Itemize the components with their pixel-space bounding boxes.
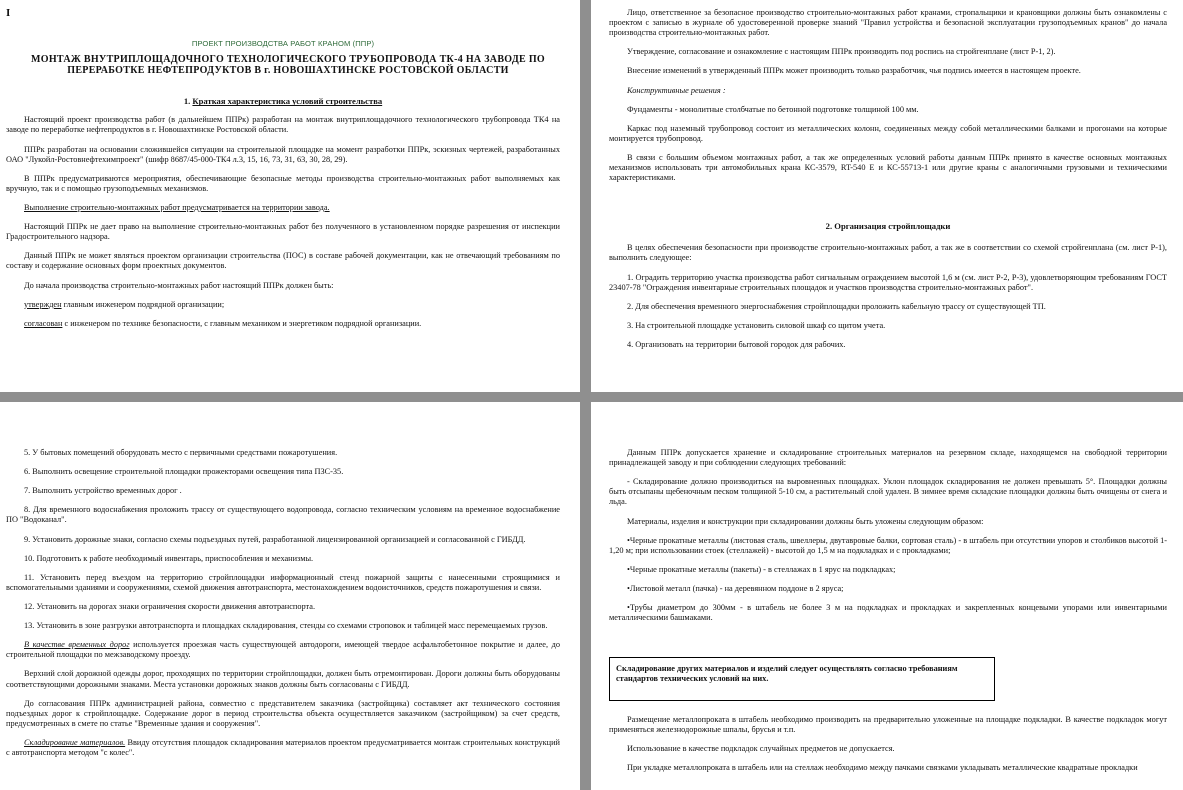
paragraph: Внесение изменений в утвержденный ППРк может производить только разработчик, чья подпись имеется в настоящем проекте. [627, 66, 1081, 76]
document-label: ПРОЕКТ ПРОИЗВОДСТВА РАБОТ КРАНОМ (ППР) [191, 39, 375, 48]
paragraph: Каркас под наземный трубопровод состоит из металлических колонн, соединенных между собой металлическими балками и прогонами на которые монтируется трубопровод. [609, 123, 1167, 143]
document-title: МОНТАЖ ВНУТРИПЛОЩАДОЧНОГО ТЕХНОЛОГИЧЕСКОГО ТРУБОПРОВОДА ТК-4 НА ЗАВОДЕ ПО ПЕРЕРАБОТКЕ НЕФТЕПРОДУКТОВ В г. НОВОШАХТИНСКЕ РОСТОВСКОЙ ОБЛАСТИ [31, 54, 545, 77]
paragraph: 4. Организовать на территории бытовой городок для рабочих. [627, 339, 846, 349]
paragraph [6, 319, 560, 329]
paragraph: 6. Выполнить освещение строительной площадки прожекторами освещения типа ПЗС-35. [24, 467, 344, 477]
paragraph [6, 640, 560, 660]
paragraph: 8. Для временного водоснабжения проложить трассу от существующего водопровода, согласно техническим условиям на временное водоснабжение ПО "Водоканал". [6, 505, 560, 525]
underlined-term: Складирование материалов. [24, 737, 126, 747]
paragraph: 3. На строительной площадке установить силовой шкаф со щитом учета. [627, 320, 886, 330]
paragraph: 9. Установить дорожные знаки, согласно схемы подъездных путей, разработанной лицензированной организацией и согласованной с ГИБДД. [24, 534, 526, 544]
section-title: Краткая характеристика условий строительства [192, 96, 383, 107]
paragraph-text: используется проезжая часть существующей автодороги, имеющей твердое асфальтобетонное покрытие и далее, до строительной площадки по межзаводскому проезду. [6, 640, 560, 660]
document-page-2 [591, 0, 1183, 392]
paragraph: 11. Установить перед въездом на территорию стройплощадки информационный стенд пожарной защиты с нанесенными строящимися и вспомогательными зданиями и сооружениями, схемой движения автотранспорта, местонахождением водоисточников, средств пожаротушения и связи. [6, 572, 560, 592]
paragraph: 5. У бытовых помещений оборудовать место с первичными средствами пожаротушения. [24, 448, 338, 457]
paragraph: 10. Подготовить к работе необходимый инвентарь, приспособления и механизмы. [24, 553, 314, 563]
paragraph: - Складирование должно производиться на выровненных площадках. Уклон площадок складирования не должен превышать 5°. Площадки должны быть отсыпаны щебеночным песком толщиной 5-10 см, а растительный слой удален. В зимнее время складские площадки должны быть очищены от снега и льда. [609, 477, 1167, 507]
paragraph-text: главным инженером подрядной организации; [61, 299, 225, 309]
paragraph-text: Ввиду отсутствия площадок складирования материалов проектом предусматривается монтаж строительных конструкций с автотранспорта методом "с колес". [6, 737, 560, 758]
paragraph: Верхний слой дорожной одежды дорог, проходящих по территории стройплощадки, должен быть отремонтирован. Дороги должны быть оборудованы соответствующими дорожными знаками. Места установки дорожных знаков должны быть согласованы с ГИБДД. [6, 669, 560, 689]
paragraph: Выполнение строительно-монтажных работ предусматривается на территории завода. [24, 203, 330, 213]
paragraph: Конструктивные решения : [627, 85, 726, 95]
paragraph: 7. Выполнить устройство временных дорог . [24, 486, 182, 496]
underlined-term: В качестве временных дорог [24, 640, 130, 650]
section-number: 2. [825, 221, 833, 232]
paragraph: Утверждение, согласование и ознакомление с настоящим ППРк производить под роспись на стройгенплане (лист Р-1, 2). [627, 47, 1056, 57]
section-1-heading [6, 96, 560, 106]
paragraph: При укладке металлопроката в штабель или на стеллаж необходимо между пачками связками укладывать металлические квадратные прокладки [627, 762, 1138, 772]
paragraph: До согласования ППРк администрацией района, совместно с представителем заказчика (застройщика) составляет акт технического состояния подъездных дорог к стройплощадке. Содержание дорог в период строительства объекта осуществляется заказчиком (застройщиком) за счет средств, предусмотренных в смете по статье "Временные здания и сооружения". [6, 698, 560, 728]
paragraph [6, 300, 560, 310]
paragraph: Данным ППРк допускается хранение и складирование строительных материалов на резервном складе, находящемся на свободной территории принадлежащей заводу и при соблюдении следующих требований: [609, 448, 1167, 468]
bullet-item: •Трубы диаметром до 300мм - в штабель не более 3 м на подкладках и прокладках и закрепленных концевыми упорами или инвентарными металлическими башмаками. [609, 603, 1167, 623]
underlined-term: согласован [24, 318, 63, 328]
section-2-heading [609, 221, 1167, 231]
document-page-3 [0, 402, 580, 790]
bullet-item: •Черные прокатные металлы (пакеты) - в стеллажах в 1 ярус на подкладках; [627, 564, 896, 574]
paragraph: 12. Установить на дорогах знаки ограничения скорости движения автотранспорта. [24, 601, 316, 611]
paragraph: ППРк разработан на основании сложившейся ситуации на строительной площадке на момент разработки ППРк, эскизных чертежей, разработанных ОАО "Лукойл-Ростовнефтехимпроект" (шифр 8687/45-000-ТК4 л.3, 15, 16, 73, 31, 63, 30, 28, 29). [6, 144, 560, 164]
document-page-1 [0, 0, 580, 392]
section-number: 1. [183, 96, 191, 107]
paragraph: Использование в качестве подкладок случайных предметов не допускается. [627, 743, 895, 753]
paragraph: В ППРк предусматриваются мероприятия, обеспечивающие безопасные методы производства строительно-монтажных работ выполняемых как вручную, так и с помощью грузоподъемных механизмов. [6, 173, 560, 193]
paragraph [6, 738, 560, 758]
paragraph-text: с инженером по технике безопасности, с главным механиком и энергетиком подрядной организации. [62, 318, 422, 328]
paragraph: Настоящий ППРк не дает право на выполнение строительно-монтажных работ без полученного в установленном порядке разрешения от инспекции Градостроительного надзора. [6, 222, 560, 242]
underlined-term: утвержден [24, 299, 62, 309]
paragraph: Данный ППРк не может являться проектом организации строительства (ПОС) в составе рабочей документации, как не отвечающий требованиям по составу и содержание основных форм проектных документов. [6, 251, 560, 271]
paragraph: Фундаменты - монолитные столбчатые по бетонной подготовке толщиной 100 мм. [627, 104, 919, 114]
paragraph: В связи с большим объемом монтажных работ, а так же определенных условий работы данным ППРк принято в качестве основных монтажных механизмов использовать три автомобильных крана КС-3579, RT-540 Е и КС-55713-1 или другие краны с аналогичными грузовыми и техническими характеристиками. [609, 152, 1167, 183]
page-marker: I [6, 7, 11, 19]
bullet-item: •Листовой металл (пачка) - на деревянном поддоне в 2 яруса; [627, 583, 844, 593]
paragraph: Размещение металлопроката в штабель необходимо производить на предварительно уложенные на площадке подкладки. В качестве подкладок могут применяться железнодорожные шпалы, брусья и т.п. [609, 714, 1167, 734]
paragraph: Настоящий проект производства работ (в дальнейшем ППРк) разработан на монтаж внутриплощадочного технологического трубопровода ТК4 на заводе по переработке нефтепродуктов в г. Новошахтинске Ростовской области. [6, 115, 560, 135]
section-title: Организация стройплощадки [834, 221, 951, 232]
bullet-item: •Черные прокатные металлы (листовая сталь, швеллеры, двутавровые балки, сортовая сталь) - в штабель при отсутствии упоров и столбиков высотой 1-1,20 м; при использовании стоек (стеллажей) - высотой до 1,5 м на подкладках и с прокладками; [609, 535, 1167, 555]
paragraph: До начала производства строительно-монтажных работ настоящий ППРк должен быть: [24, 280, 334, 290]
paragraph: Лицо, ответственное за безопасное производство строительно-монтажных работ кранами, стропальщики и крановщики должны быть ознакомлены с проектом с записью в журнале об удостоверенной проверке знаний "Правил устройства и безопасной эксплуатации грузоподъемных кранов" до начала производства строительно-монтажных работ. [609, 8, 1167, 38]
paragraph: В целях обеспечения безопасности при производстве строительно-монтажных работ, а так же в соответствии со схемой стройгенплана (см. лист Р-1), выполнить следующее: [609, 243, 1167, 263]
paragraph: 2. Для обеспечения временного энергоснабжения стройплощадки проложить кабельную трассу от существующей ТП. [627, 301, 1046, 311]
paragraph: 13. Установить в зоне разгрузки автотранспорта и площадках складирования, стенды со схемами строповок и таблицей масс перемещаемых грузов. [24, 621, 548, 631]
paragraph: Материалы, изделия и конструкции при складировании должны быть уложены следующим образом: [627, 516, 984, 526]
document-page-4 [591, 402, 1183, 790]
boxed-note: Складирование других материалов и изделий следует осуществлять согласно требованиям стандартов технических условий на них. [609, 657, 995, 700]
paragraph: 1. Оградить территорию участка производства работ сигнальным ограждением высотой 1,6 м (см. лист Р-2, Р-3), удовлетворяющим требованиям ГОСТ 23407-78 "Ограждения инвентарные строительных площадок и участков производства строительно-монтажных работ". [609, 272, 1167, 292]
